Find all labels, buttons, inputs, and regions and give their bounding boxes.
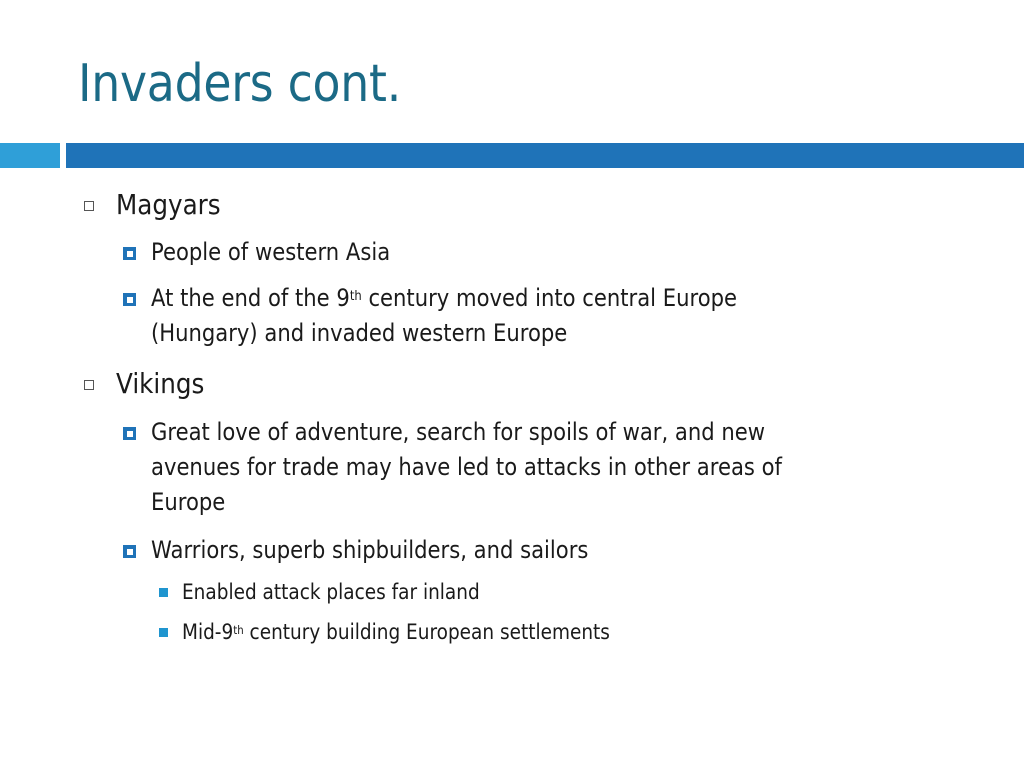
sub-sub-bullet-item <box>159 579 520 605</box>
sub-sub-bullet-text: Mid-9th century building European settlements <box>182 620 610 644</box>
bullet-text: Vikings <box>116 367 205 400</box>
sub-sub-bullet-text: Enabled attack places far inland <box>182 580 480 604</box>
sub-bullet-item <box>123 415 1024 520</box>
open-square-bullet-icon <box>84 201 94 211</box>
sub-bullet-text: Warriors, superb shipbuilders, and sailors <box>151 536 589 564</box>
sub-bullet-item <box>123 235 1024 270</box>
bullet-item-magyars <box>84 188 235 222</box>
boxed-square-bullet-icon <box>123 545 136 558</box>
bullet-text: Magyars <box>116 188 221 221</box>
sub-bullet-text: At the end of the 9th century moved into central Europe (Hungary) and invaded western Europe <box>151 284 738 347</box>
sub-bullet-text: Great love of adventure, search for spoils of war, and new avenues for trade may have led to attacks in other areas of Europe <box>151 418 782 516</box>
sub-bullet-text: People of western Asia <box>151 238 391 266</box>
boxed-square-bullet-icon <box>123 427 136 440</box>
filled-square-bullet-icon <box>159 628 168 637</box>
boxed-square-bullet-icon <box>123 247 136 260</box>
filled-square-bullet-icon <box>159 588 168 597</box>
open-square-bullet-icon <box>84 380 94 390</box>
slide-title: Invaders cont. <box>78 54 401 114</box>
sub-sub-bullet-item <box>159 619 668 645</box>
boxed-square-bullet-icon <box>123 293 136 306</box>
sub-bullet-item <box>123 533 1024 568</box>
bullet-item-vikings <box>84 367 216 401</box>
sub-bullet-item <box>123 281 1024 351</box>
